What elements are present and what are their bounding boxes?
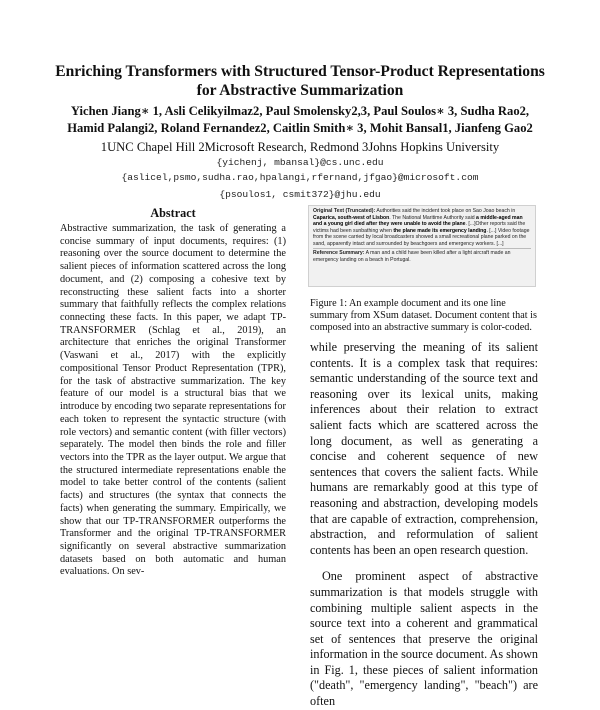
original-text-part: . [...] Video footage from the scene carried by local broadcasters showed a small recreational plane parked on the sand, apparently intact and surrounded by beachgoers and emergency workers. [...]	[313, 227, 530, 247]
paper-title-line-2: for Abstractive Summarization	[196, 82, 404, 99]
abstract-paragraph: Abstractive summarization, the task of generating a concise summary of input documents, requires: (1) reasoning over the source document to determine the salient pieces of information scattered across the long document, and (2) composing a cohesive text by reconstructing these salient facts into a shorter summary that faithfully reflects the complex relations connecting these facts. In this paper, we adapt TP-TRANSFORMER (Schlag et al., 2019), an architecture that enriches the original Transformer (Vaswani et al., 2017) with the explicitly compositional Tensor Product Representation (TPR), for the task of abstractive summarization. The key feature of our model is a structural bias that we introduce by encoding two separate representations for each token to represent the syntactic structure (with role vectors) and semantic content (with filler vectors) separately. The model then binds the role and filler vectors into the TPR as the layer output. We argue that the structured intermediate representations enable the model to take better control of the contents (salient facts) and structures (the syntax that connects the facts) when generating the summary. Empirically, we show that our TP-TRANSFORMER outperforms the Transformer and the original TP-TRANSFORMER significantly on several abstractive summarization datasets based on both automatic and human evaluations. On sev-	[60, 223, 286, 578]
original-text	[313, 208, 531, 247]
reference-summary-text: A man and a child have been killed after a light aircraft made an emergency landing on a beach in Portugal.	[313, 250, 511, 263]
reference-summary-label: Reference Summary:	[313, 250, 365, 257]
original-text-part: Authorities said the incident took place on Sao Joao beach in	[375, 208, 516, 214]
highlight-emergency-landing: the plane made its emergency landing	[393, 227, 487, 234]
body-paragraph-1: while preserving the meaning of its salient contents. It is a complex task that requires: semantic understanding of the source text and reasoning over its lexical units, making inferences about their relation to extract salient facts which are scattered across the long document, as well as generating a concise and coherent sequence of new sentences that covers the salient facts. While humans are remarkably good at this type of reasoning and abstraction, developing models that are capable of extraction, comprehension, abstraction, and reformulation of salient contents has been an open research question.	[310, 340, 538, 557]
figure-divider	[313, 248, 531, 249]
original-text-part: . The National Maritime Authority said	[389, 214, 477, 221]
right-column-body	[310, 340, 538, 710]
authors-line-1: Yichen Jiang∗ 1, Asli Celikyilmaz2, Paul Smolensky2,3, Paul Soulos∗ 3, Sudha Rao2,	[70, 104, 530, 118]
affiliations: 1UNC Chapel Hill 2Microsoft Research, Redmond 3Johns Hopkins University	[100, 140, 500, 154]
body-paragraph-2: One prominent aspect of abstractive summarization is that models struggle with combining multiple salient aspects in the source text into a coherent and grammatical set of sentences that preserve the original information in the source document. As shown in Fig. 1, these pieces of salient information ("death", "emergency landing", "beach") are often	[310, 569, 538, 709]
original-text-label: Original Text (Truncated):	[313, 208, 376, 214]
reference-summary	[313, 250, 531, 263]
authors-line-2: Hamid Palangi2, Roland Fernandez2, Caitlin Smith∗ 3, Mohit Bansal1, Jianfeng Gao2	[67, 121, 533, 135]
abstract-heading: Abstract	[150, 206, 196, 220]
original-text-part: . [...]Other reports said the victims had been sunbathing when	[313, 221, 526, 234]
figure-1-box	[308, 205, 536, 287]
highlight-location: Caparica, south-west of Lisbon	[313, 214, 390, 221]
email-line-2: {aslicel,psmo,sudha.rao,hpalangi,rfernand,jfgao}@microsoft.com	[121, 172, 479, 183]
abstract-body	[60, 223, 286, 579]
highlight-death: a middle-aged man and a young girl died after they were unable to avoid the plane	[313, 214, 523, 228]
email-line-1: {yichenj, mbansal}@cs.unc.edu	[216, 157, 384, 168]
email-line-3: {psoulos1, csmit372}@jhu.edu	[219, 189, 381, 200]
figure-1-caption: Figure 1: An example document and its one line summary from XSum dataset. Document content that is composed into an abstractive summary is color-coded.	[310, 298, 537, 333]
paper-title-line-1: Enriching Transformers with Structured Tensor-Product Representations	[55, 63, 545, 80]
